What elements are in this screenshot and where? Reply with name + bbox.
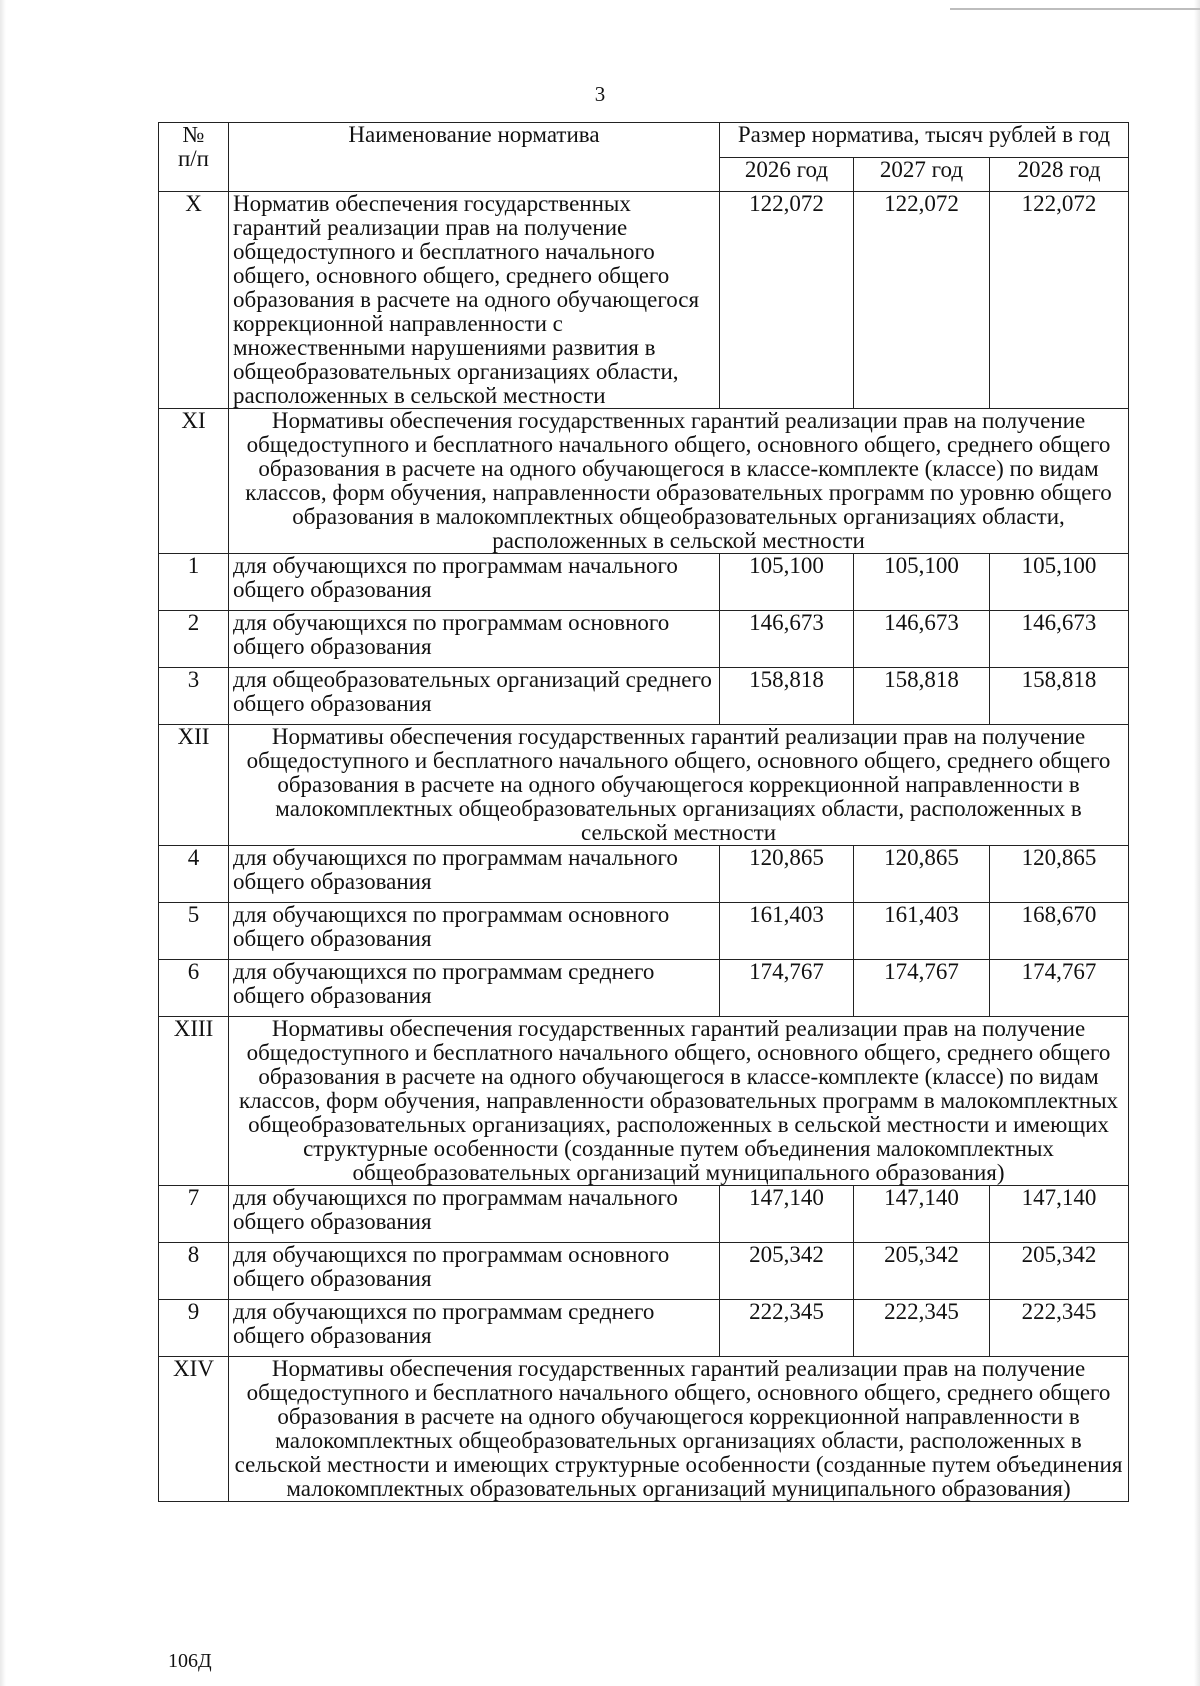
header-name: Наименование норматива (229, 123, 720, 192)
page-number: 3 (594, 82, 606, 106)
value-2026: 174,767 (720, 960, 854, 1017)
section-row (159, 1357, 1129, 1502)
row-name: для обучающихся по программам среднего общего образования (229, 960, 720, 1017)
value-2027: 147,140 (854, 1186, 990, 1243)
section-number: XII (159, 725, 229, 846)
value-2026: 222,345 (720, 1300, 854, 1357)
section-number: XIV (159, 1357, 229, 1502)
header-number-abbr: п/п (177, 146, 209, 171)
value-2027: 105,100 (854, 554, 990, 611)
row-number: 8 (159, 1243, 229, 1300)
value-2028: 174,767 (990, 960, 1129, 1017)
row-name: для обучающихся по программам основного общего образования (229, 1243, 720, 1300)
scan-edge-left (0, 0, 6, 1686)
table-row (159, 611, 1129, 668)
table-row (159, 1243, 1129, 1300)
table-header (159, 123, 1129, 192)
section-number: XI (159, 409, 229, 554)
row-number: 7 (159, 1186, 229, 1243)
value-2026: 122,072 (720, 192, 854, 409)
value-2026: 120,865 (720, 846, 854, 903)
value-2027: 205,342 (854, 1243, 990, 1300)
table-row (159, 668, 1129, 725)
table-row (159, 903, 1129, 960)
table-row (159, 1186, 1129, 1243)
scan-top-rule (950, 8, 1200, 10)
section-title: Нормативы обеспечения государственных гарантий реализации прав на получение общедоступного и бесплатного начального общего, основного общего, среднего общего образования в расчете на одного обучающегося коррекционной направленности в малокомплектных общеобразовательных организациях области, расположенных в сельской местности (229, 725, 1129, 846)
header-year-2027: 2027 год (854, 157, 990, 192)
row-name: для обучающихся по программам основного общего образования (229, 611, 720, 668)
header-year-2028: 2028 год (990, 157, 1129, 192)
value-2028: 147,140 (990, 1186, 1129, 1243)
row-number: 4 (159, 846, 229, 903)
section-row (159, 1017, 1129, 1186)
header-number-cell (159, 123, 229, 192)
section-row (159, 725, 1129, 846)
row-number: 9 (159, 1300, 229, 1357)
value-2027: 222,345 (854, 1300, 990, 1357)
row-name: Норматив обеспечения государственных гарантий реализации прав на получение общедоступного и бесплатного начального общего, основного общего, среднего общего образования в расчете на одного обучающегося коррекционной направленности с множественными нарушениями развития в общеобразовательных организациях области, расположенных в сельской местности (229, 192, 720, 409)
value-2027: 174,767 (854, 960, 990, 1017)
value-2026: 147,140 (720, 1186, 854, 1243)
value-2026: 158,818 (720, 668, 854, 725)
value-2026: 105,100 (720, 554, 854, 611)
value-2026: 205,342 (720, 1243, 854, 1300)
value-2028: 168,670 (990, 903, 1129, 960)
table-row (159, 1300, 1129, 1357)
row-number: X (159, 192, 229, 409)
value-2028: 105,100 (990, 554, 1129, 611)
row-name: для обучающихся по программам начального общего образования (229, 846, 720, 903)
value-2027: 158,818 (854, 668, 990, 725)
section-title: Нормативы обеспечения государственных гарантий реализации прав на получение общедоступного и бесплатного начального общего, основного общего, среднего общего образования в расчете на одного обучающегося в классе-комплекте (классе) по видам классов, форм обучения, направленности образовательных программ по уровню общего образования в малокомплектных общеобразовательных организациях области, расположенных в сельской местности (229, 409, 1129, 554)
header-year-2026: 2026 год (720, 157, 854, 192)
table-row (159, 554, 1129, 611)
table-row (159, 960, 1129, 1017)
footer-document-code: 106Д (168, 1650, 212, 1672)
row-number: 3 (159, 668, 229, 725)
value-2027: 161,403 (854, 903, 990, 960)
row-name: для общеобразовательных организаций среднего общего образования (229, 668, 720, 725)
value-2026: 146,673 (720, 611, 854, 668)
scan-edge-right (1194, 0, 1200, 1686)
value-2028: 146,673 (990, 611, 1129, 668)
value-2027: 120,865 (854, 846, 990, 903)
value-2026: 161,403 (720, 903, 854, 960)
row-number: 2 (159, 611, 229, 668)
table-row (159, 192, 1129, 409)
table-row (159, 846, 1129, 903)
row-name: для обучающихся по программам среднего общего образования (229, 1300, 720, 1357)
row-number: 6 (159, 960, 229, 1017)
section-title: Нормативы обеспечения государственных гарантий реализации прав на получение общедоступного и бесплатного начального общего, основного общего, среднего общего образования в расчете на одного обучающегося в классе-комплекте (классе) по видам классов, форм обучения, направленности образовательных программ в малокомплектных общеобразовательных организациях, расположенных в сельской местности и имеющих структурные особенности (созданные путем объединения малокомплектных общеобразовательных организаций муниципального образования) (229, 1017, 1129, 1186)
row-number: 1 (159, 554, 229, 611)
value-2028: 205,342 (990, 1243, 1129, 1300)
value-2028: 158,818 (990, 668, 1129, 725)
section-number: XIII (159, 1017, 229, 1186)
header-size-group: Размер норматива, тысяч рублей в год (720, 123, 1129, 158)
header-number-sign: № (182, 122, 205, 147)
row-number: 5 (159, 903, 229, 960)
value-2028: 122,072 (990, 192, 1129, 409)
value-2028: 222,345 (990, 1300, 1129, 1357)
value-2027: 122,072 (854, 192, 990, 409)
normatives-table (158, 122, 1129, 1502)
row-name: для обучающихся по программам основного общего образования (229, 903, 720, 960)
section-row (159, 409, 1129, 554)
section-title: Нормативы обеспечения государственных гарантий реализации прав на получение общедоступного и бесплатного начального общего, основного общего, среднего общего образования в расчете на одного обучающегося коррекционной направленности в малокомплектных общеобразовательных организациях области, расположенных в сельской местности и имеющих структурные особенности (созданные путем объединения малокомплектных образовательных организаций муниципального образования) (229, 1357, 1129, 1502)
row-name: для обучающихся по программам начального общего образования (229, 1186, 720, 1243)
row-name: для обучающихся по программам начального общего образования (229, 554, 720, 611)
value-2027: 146,673 (854, 611, 990, 668)
value-2028: 120,865 (990, 846, 1129, 903)
